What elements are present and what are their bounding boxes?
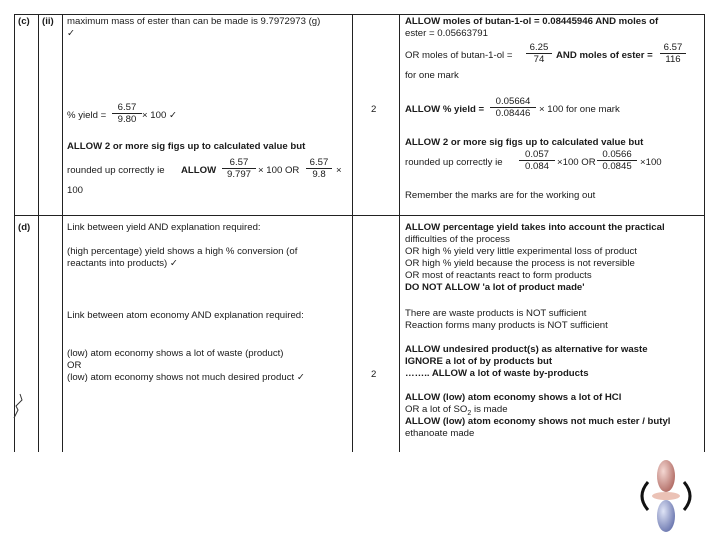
marks-c: 2 [371,104,377,115]
column-divider [62,14,63,452]
answer-line: (high percentage) yield shows a high % conversion (of [67,246,298,257]
column-divider [352,14,353,452]
answer-line: (low) atom economy shows a lot of waste (product) [67,348,284,359]
guidance-line: ALLOW (low) atom economy shows not much ester / butyl [405,416,671,427]
table-border-right [704,14,705,452]
guidance-line: ALLOW percentage yield takes into account the practical [405,222,665,233]
guidance-line: ALLOW (low) atom economy shows a lot of HCl [405,392,622,403]
moles-ester-fraction [660,42,686,65]
guidance-line: DO NOT ALLOW 'a lot of product made' [405,282,585,293]
column-divider [38,14,39,452]
page-curl-mark [10,380,30,420]
guidance-line: ester = 0.05663791 [405,28,488,39]
hundred: 100 [67,185,84,196]
guidance-line: OR most of reactants react to form products [405,270,592,281]
guidance-line: ALLOW moles of butan-1-ol = 0.08445946 AND moles of [405,16,659,27]
guidance-line: …….. ALLOW a lot of waste by-products [405,368,589,379]
guidance-line: OR high % yield because the process is not reversible [405,258,635,269]
sig-fig-fraction-2 [597,149,637,172]
answer-line: Link between atom economy AND explanation required: [67,310,304,321]
yield-fraction [112,102,142,125]
fraction-numerator: 0.05664 [490,96,536,108]
orbital-logo [628,456,708,536]
question-part-d: (d) [18,222,31,233]
guidance-line: × 100 for one mark [539,104,620,115]
question-subpart-ii: (ii) [42,16,54,27]
guidance-line: difficulties of the process [405,234,510,245]
times-sign: × [336,165,342,176]
guidance-line: ethanoate made [405,428,475,439]
fraction-denominator: 0.08446 [495,108,531,119]
guidance-line: rounded up correctly ie [405,157,503,168]
guidance-line: There are waste products is NOT sufficient [405,308,587,319]
question-part-c: (c) [18,16,30,27]
fraction-numerator: 0.057 [519,149,555,161]
yield-label: % yield = [67,110,107,121]
rounded-text: rounded up correctly ie [67,165,165,176]
fraction-denominator: 116 [665,54,681,65]
allow-keyword: ALLOW [181,165,217,176]
fraction-denominator: 9.8 [312,169,326,180]
allow-fraction-2 [306,157,332,180]
guidance-line: for one mark [405,70,459,81]
fraction-numerator: 6.57 [222,157,256,169]
guidance-line: Reaction forms many products is NOT sufficient [405,320,608,331]
answer-line: OR [67,360,82,371]
fraction-denominator: 9.797 [226,169,251,180]
guidance-line: ×100 OR [557,157,596,168]
fraction-numerator: 6.57 [660,42,686,54]
guidance-line: OR high % yield very little experimental loss of product [405,246,637,257]
row-divider [14,215,705,216]
guidance-line: Remember the marks are for the working out [405,190,596,201]
answer-line: (low) atom economy shows not much desired product ✓ [67,372,305,383]
fraction-numerator: 6.57 [112,102,142,114]
answer-max-mass: maximum mass of ester than can be made is 9.7972973 (g) [67,16,321,27]
left-bracket-arc [642,482,648,510]
guidance-line: OR moles of butan-1-ol = [405,50,513,61]
table-border-top [14,14,705,15]
guidance-line: OR a lot of $SO_2$ is made [405,404,508,417]
fraction-numerator: 6.25 [526,42,552,54]
guidance-line: ALLOW % yield = [405,104,485,115]
guidance-line: ALLOW undesired product(s) as alternative for waste [405,344,648,355]
moles-butanol-fraction [526,42,552,65]
fraction-denominator: 74 [533,54,545,65]
fraction-numerator: 6.57 [306,157,332,169]
column-divider [399,14,400,452]
sig-fig-fraction-1 [519,149,555,172]
answer-line: reactants into products) ✓ [67,258,178,269]
fraction-denominator: 9.80 [117,114,137,125]
guidance-line: AND moles of ester = [556,50,653,61]
fraction-denominator: 0.084 [524,161,549,172]
guidance-line: ALLOW 2 or more sig figs up to calculated value but [405,137,644,148]
orbital-top-lobe [657,460,675,492]
right-bracket-arc [684,482,690,510]
percent-yield-fraction [490,96,536,119]
tick-mark: ✓ [67,28,76,39]
fraction-denominator: 0.0845 [602,161,632,172]
guidance-line: ×100 [640,157,662,168]
times-100-or: × 100 OR [258,165,300,176]
marks-d: 2 [371,369,377,380]
guidance-line: IGNORE a lot of by products but [405,356,553,367]
allow-sig-figs: ALLOW 2 or more sig figs up to calculated value but [67,141,306,152]
allow-fraction-1 [222,157,256,180]
orbital-ring [652,492,680,500]
orbital-bottom-lobe [657,500,675,532]
yield-multiplier: × 100 ✓ [142,110,177,121]
answer-line: Link between yield AND explanation required: [67,222,261,233]
fraction-numerator: 0.0566 [597,149,637,161]
